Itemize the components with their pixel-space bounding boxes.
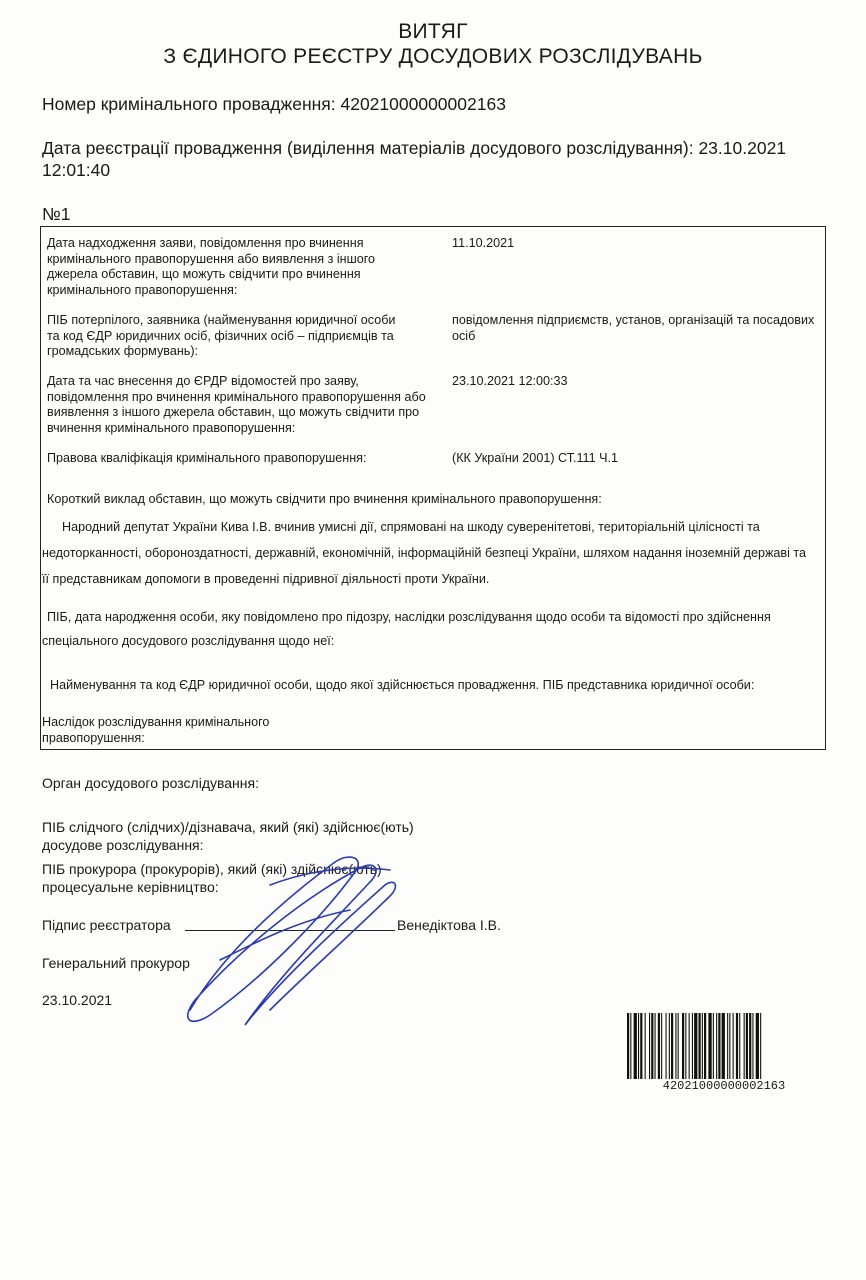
barcode-bar [752,1013,753,1079]
row-label-legal-qualification: Правова кваліфікація кримінального правопорушення: [47,451,367,465]
row-label-application-date: Дата надходження заяви, повідомлення про вчинення кримінального правопорушення або виявлення з іншого джерела обставин, що можуть свідчити про вчинення кримінального правопорушення: [47,236,376,297]
summary-line-3: її представникам допомоги в проведенні підривної діяльності проти України. [42,572,490,586]
signature-label: Підпис реєстратора [42,917,171,933]
barcode-bar [760,1013,761,1079]
investigator-label: ПІБ слідчого (слідчих)/дізнавача, який (які) здійснює(ють) досудове розслідування: [42,819,414,853]
summary-label: Короткий виклад обставин, що можуть свідчити про вчинення кримінального правопорушення: [47,492,602,506]
barcode-bar [704,1013,706,1079]
barcode-bar [749,1013,751,1079]
summary-line-1: Народний депутат України Кива І.В. вчинив умисні дії, спрямовані на шкоду суверенітетові, територіальній цілісності та [62,520,760,534]
barcode-bar [746,1013,748,1079]
prosecutor-label: ПІБ прокурора (прокурорів), який (які) здійснює(ють) процесуальне керівництво: [42,861,382,895]
barcode-number: 42021000000002163 [662,1079,786,1093]
barcode-bar [649,1013,650,1079]
barcode-bar [638,1013,639,1079]
row-value-application-date: 11.10.2021 [452,236,515,250]
barcode-bar [689,1013,690,1079]
suspect-label-line-2: спеціального досудового розслідування щодо неї: [42,634,335,648]
suspect-label-line-1: ПІБ, дата народження особи, яку повідомлено про підозру, наслідки розслідування щодо особи та відомості про здійснення [47,610,771,624]
handwritten-signature [150,840,430,1040]
record-number: №1 [42,204,71,224]
barcode-bar [699,1013,701,1079]
barcode-bar [651,1013,653,1079]
row-label-victim: ПІБ потерпілого, заявника (найменування юридичної особи та код ЄДР юридичних осіб, фізичних осіб – підприємців та громадських формувань): [47,313,396,358]
row-value-entry-datetime: 23.10.2021 12:00:33 [452,374,568,388]
barcode-bar [671,1013,673,1079]
barcode-bar [722,1013,725,1079]
barcode-bar [729,1013,730,1079]
barcode-bar [627,1013,629,1079]
barcode-bar [756,1013,759,1079]
barcode-bar [685,1013,686,1079]
barcode-bar [692,1013,693,1079]
barcode-bar [661,1013,662,1079]
barcode-bar [645,1013,646,1079]
barcode-bar [694,1013,697,1079]
barcode-bar [666,1013,667,1079]
registrar-position: Генеральний прокурор [42,955,190,971]
barcode-bar [682,1013,684,1079]
row-value-victim: повідомлення підприємств, установ, організацій та посадових осіб [452,313,815,343]
barcode-bar [675,1013,676,1079]
barcode-bar [678,1013,679,1079]
barcode-bar [736,1013,738,1079]
barcode-bar [708,1013,711,1079]
barcode-bar [727,1013,728,1079]
outcome-label: Наслідок розслідування кримінального правопорушення: [42,715,270,745]
barcode-bar [718,1013,720,1079]
case-number: Номер кримінального провадження: 42021000000002163 [42,94,506,114]
legal-entity-label: Найменування та код ЄДР юридичної особи, щодо якої здійснюється провадження. ПІБ представника юридичної особи: [50,678,755,692]
registration-date-line2: 12:01:40 [42,160,111,180]
document-title: ВИТЯГ [398,20,468,43]
barcode-bar [716,1013,717,1079]
barcode-bar [713,1013,714,1079]
barcode-bar [744,1013,745,1079]
row-value-legal-qualification: (КК України 2001) СТ.111 Ч.1 [452,451,619,465]
investigation-body-label: Орган досудового розслідування: [42,775,259,791]
barcode-bar [658,1013,660,1079]
row-label-entry-datetime: Дата та час внесення до ЄРДР відомостей про заяву, повідомлення про вчинення кримінального правопорушення або виявлення з іншого джерела обставин, що можуть свідчити про вчинення кримінального правопорушення: [47,374,426,435]
barcode-bar [669,1013,670,1079]
registration-date-line1: Дата реєстрації провадження (виділення матеріалів досудового розслідування): 23.10.2021 [42,138,787,158]
summary-line-2: недоторканності, обороноздатності, державній, економічній, інформаційній безпеці України, шляхом надання іноземній державі та [42,546,807,560]
barcode-bar [634,1013,637,1079]
barcode-bar [702,1013,703,1079]
registrar-name: Венедіктова І.В. [397,917,501,933]
document-subtitle: З ЄДИНОГО РЕЄСТРУ ДОСУДОВИХ РОЗСЛІДУВАНЬ [163,45,703,68]
barcode-bar [739,1013,740,1079]
barcode-bar [655,1013,656,1079]
barcode-bar [640,1013,642,1079]
signing-date: 23.10.2021 [42,992,113,1008]
barcode-bar [630,1013,631,1079]
barcode-bar [733,1013,734,1079]
barcode [627,1013,821,1079]
